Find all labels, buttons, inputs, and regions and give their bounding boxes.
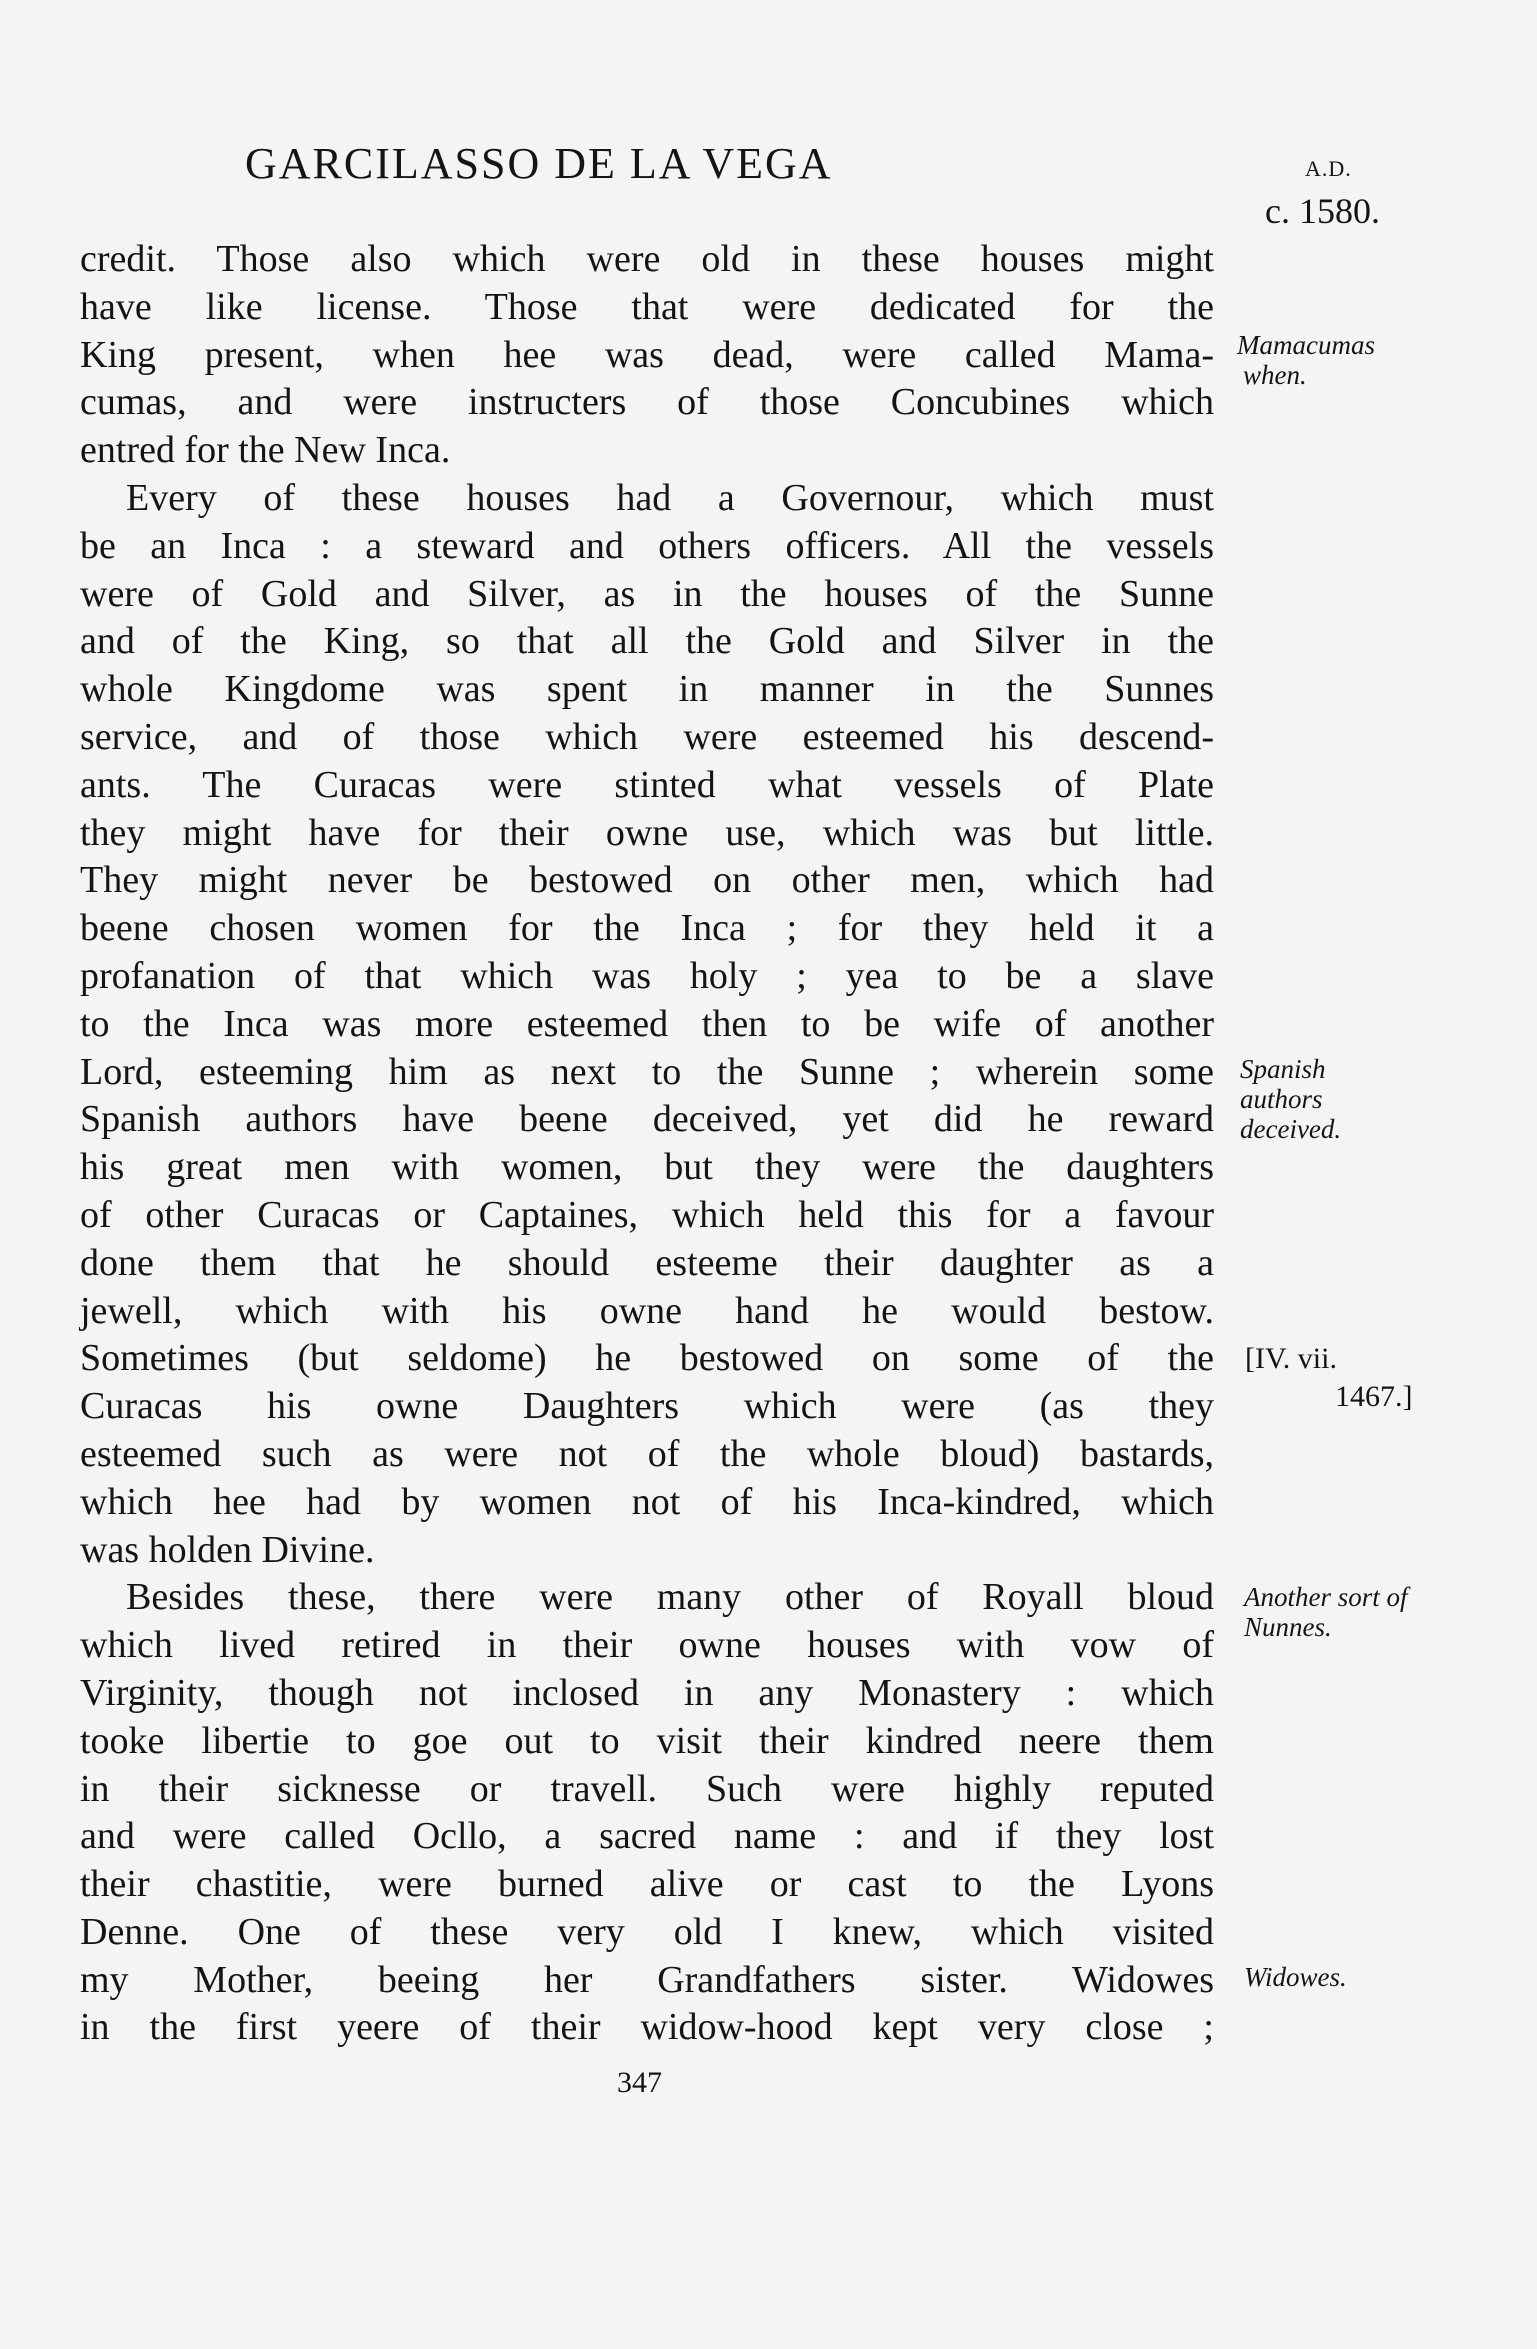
text-line: credit. Those also which were old in these houses might — [80, 238, 1214, 280]
text-line: to the Inca was more esteemed then to be wife of another — [80, 1002, 1214, 1045]
text-line: esteemed such as were not of the whole bloud) bastards, — [80, 1432, 1214, 1475]
text-line: whole Kingdome was spent in manner in the Sunnes — [80, 668, 1214, 711]
text-line: Sometimes (but seldome) he bestowed on some of the — [80, 1337, 1214, 1380]
margin-note-widowes — [1244, 1962, 1347, 1992]
text-line: of other Curacas or Captaines, which held this for a favour — [80, 1193, 1214, 1236]
text-line: in their sicknesse or travell. Such were highly reputed — [80, 1767, 1214, 1810]
margin-page-reference — [1245, 1340, 1413, 1416]
text-line: beene chosen women for the Inca ; for they held it a — [80, 907, 1214, 950]
text-line: were of Gold and Silver, as in the houses of the Sunne — [80, 572, 1214, 615]
margin-ref-line: [IV. vii. — [1245, 1342, 1337, 1375]
text-line: ants. The Curacas were stinted what vessels of Plate — [80, 763, 1214, 806]
text-line: his great men with women, but they were the daughters — [80, 1146, 1214, 1189]
page-number: 347 — [617, 2066, 662, 2099]
text-line: their chastitie, were burned alive or cast to the Lyons — [80, 1863, 1214, 1906]
running-header-title: GARCILASSO DE LA VEGA — [245, 139, 833, 188]
margin-note-line: when. — [1243, 360, 1307, 390]
text-line: entred for the New Inca. — [80, 429, 451, 472]
text-line: cumas, and were instructers of those Concubines which — [80, 381, 1214, 424]
margin-note-line: Widowes. — [1244, 1962, 1347, 1992]
text-line: Spanish authors have beene deceived, yet did he reward — [80, 1098, 1214, 1141]
text-line: they might have for their owne use, which was but little. — [80, 811, 1214, 854]
text-line: which hee had by women not of his Inca-kindred, which — [80, 1480, 1214, 1523]
text-line: my Mother, beeing her Grandfathers sister. Widowes — [80, 1958, 1214, 2001]
text-line: They might never be bestowed on other men, which had — [80, 859, 1214, 902]
text-line: be an Inca : a steward and others officers. All the vessels — [80, 524, 1214, 567]
text-line: Lord, esteeming him as next to the Sunne ; wherein some — [80, 1050, 1214, 1093]
text-line: Every of these houses had a Governour, which must — [126, 476, 1214, 519]
margin-note-line: Another sort of — [1244, 1582, 1408, 1612]
margin-note-mamacumas — [1237, 330, 1375, 390]
text-line: was holden Divine. — [80, 1528, 375, 1571]
text-line: King present, when hee was dead, were called Mama- — [80, 333, 1214, 376]
margin-note-line: Spanish — [1240, 1054, 1326, 1084]
margin-note-line: authors — [1240, 1084, 1323, 1114]
text-line: have like license. Those that were dedicated for the — [80, 285, 1214, 328]
margin-note-line: deceived. — [1240, 1114, 1342, 1144]
body-text — [80, 236, 1214, 2052]
margin-note-spanish-authors — [1240, 1054, 1341, 1144]
text-line: in the first yeere of their widow-hood kept very close ; — [80, 2006, 1214, 2049]
text-line: and were called Ocllo, a sacred name : and if they lost — [80, 1815, 1214, 1858]
text-line: Curacas his owne Daughters which were (as they — [80, 1385, 1214, 1428]
margin-note-line: Mamacumas — [1237, 330, 1375, 360]
text-line: Denne. One of these very old I knew, which visited — [80, 1910, 1214, 1953]
header-date: c. 1580. — [1265, 191, 1380, 231]
text-line: jewell, which with his owne hand he would bestow. — [80, 1289, 1214, 1332]
margin-note-line: Nunnes. — [1244, 1612, 1332, 1642]
margin-ref-line: 1467.] — [1335, 1380, 1413, 1413]
header-era: A.D. — [1305, 156, 1352, 181]
text-line: service, and of those which were esteemed his descend- — [80, 715, 1214, 758]
text-line: profanation of that which was holy ; yea to be a slave — [80, 954, 1214, 997]
margin-note-nunnes — [1244, 1582, 1408, 1642]
text-line: which lived retired in their owne houses with vow of — [80, 1624, 1214, 1667]
text-line: and of the King, so that all the Gold and Silver in the — [80, 620, 1214, 663]
text-line: Virginity, though not inclosed in any Monastery : which — [80, 1671, 1214, 1714]
text-line: tooke libertie to goe out to visit their kindred neere them — [80, 1719, 1214, 1762]
text-line: Besides these, there were many other of Royall bloud — [126, 1576, 1214, 1619]
text-line: done them that he should esteeme their daughter as a — [80, 1241, 1214, 1284]
